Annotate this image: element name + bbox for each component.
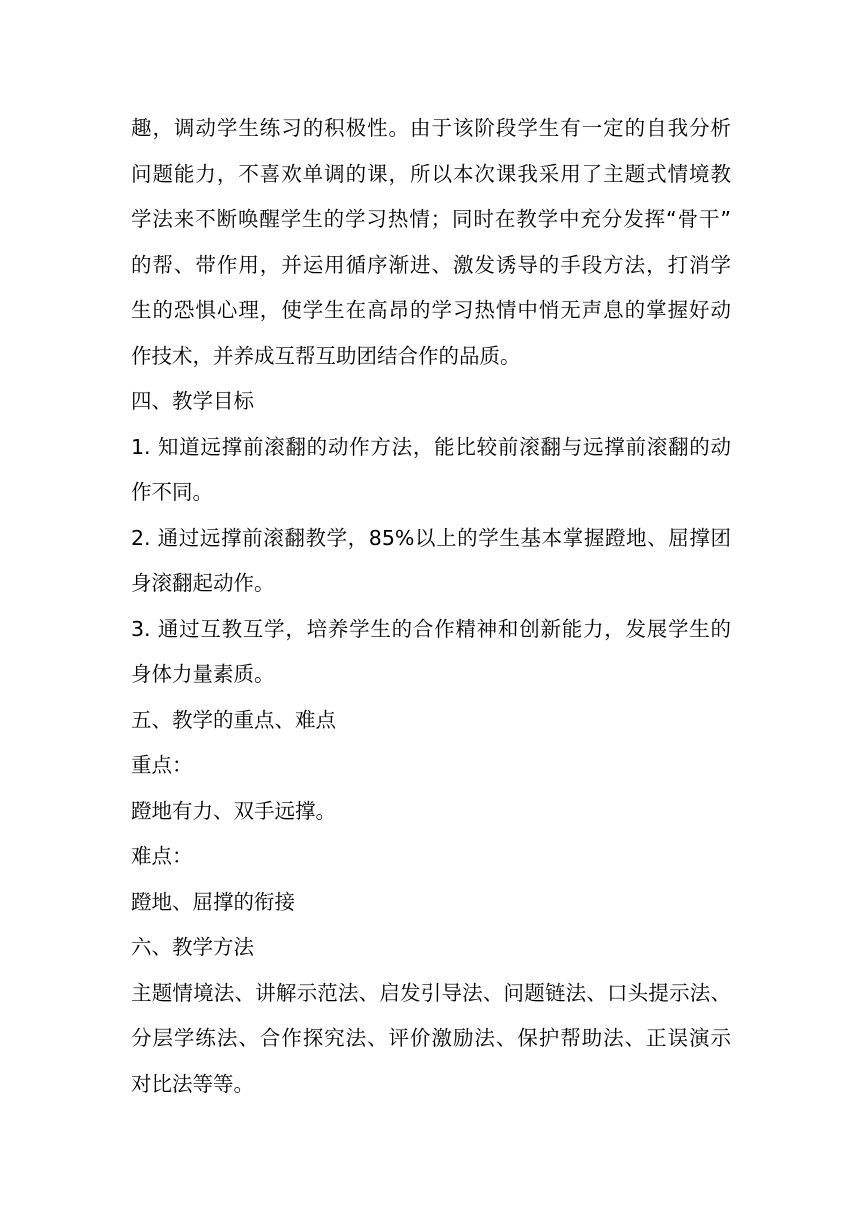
- goal-item-line: 1. 知道远撑前滚翻的动作方法，能比较前滚翻与远撑前滚翻的动: [131, 434, 731, 459]
- section-heading: 六、教学方法: [131, 935, 254, 959]
- paragraph-line: 问题能力，不喜欢单调的课，所以本次课我采用了主题式情境教: [131, 161, 731, 186]
- paragraph-line: 作技术，并养成互帮互助团结合作的品质。: [131, 343, 521, 368]
- paragraph-line: 主题情境法、讲解示范法、启发引导法、问题链法、口头提示法、: [131, 980, 731, 1005]
- goal-item-line: 作不同。: [131, 480, 213, 504]
- paragraph-line: 蹬地、屈撑的衔接: [131, 889, 295, 914]
- paragraph-line: 趣，调动学生练习的积极性。由于该阶段学生有一定的自我分析: [131, 116, 731, 140]
- document-body: [131, 106, 731, 1107]
- subheading: 重点：: [131, 753, 193, 777]
- goal-item-line: 身滚翻起动作。: [131, 571, 275, 595]
- paragraph-line: 的帮、带作用，并运用循序渐进、激发诱导的手段方法，打消学: [131, 252, 731, 277]
- paragraph-line: 学法来不断唤醒学生的学习热情；同时在教学中充分发挥“骨干”: [131, 207, 731, 231]
- section-heading: 四、教学目标: [131, 389, 254, 413]
- paragraph-line: 生的恐惧心理，使学生在高昂的学习热情中悄无声息的掌握好动: [131, 298, 731, 322]
- subheading: 难点：: [131, 844, 193, 868]
- goal-item-line: 2. 通过远撑前滚翻教学，85%以上的学生基本掌握蹬地、屈撑团: [131, 525, 731, 550]
- paragraph-line: 蹬地有力、双手远撑。: [131, 798, 336, 823]
- paragraph-line: 分层学练法、合作探究法、评价激励法、保护帮助法、正误演示: [131, 1026, 731, 1050]
- goal-item-line: 身体力量素质。: [131, 662, 275, 686]
- section-heading: 五、教学的重点、难点: [131, 707, 336, 732]
- goal-item-line: 3. 通过互教互学，培养学生的合作精神和创新能力，发展学生的: [131, 616, 731, 641]
- paragraph-line: 对比法等等。: [131, 1071, 254, 1096]
